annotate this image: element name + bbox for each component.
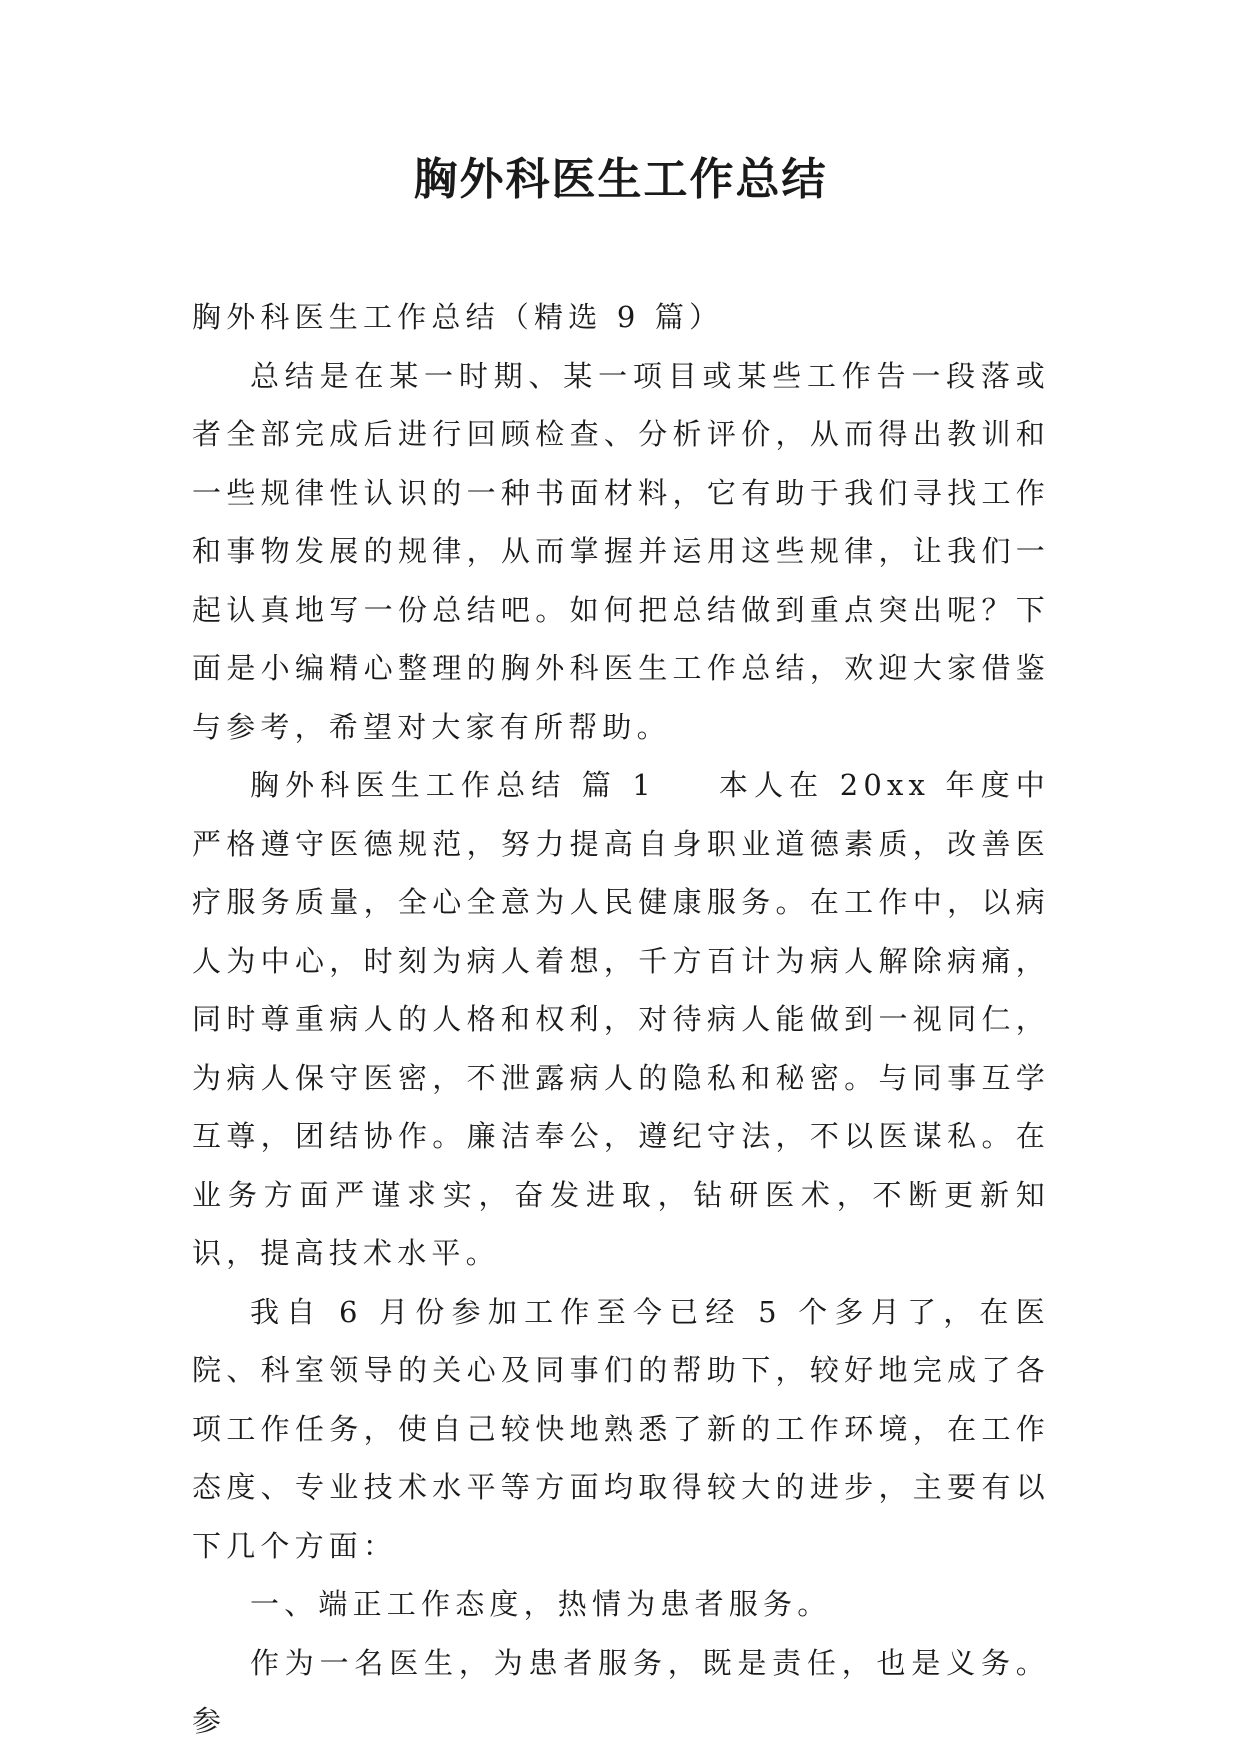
section-1-paragraph	[192, 756, 1050, 1283]
document-subtitle: 胸外科医生工作总结（精选 9 篇）	[192, 300, 724, 334]
section-1-body: 本人在 20xx 年度中严格遵守医德规范，努力提高自身职业道德素质，改善医疗服务质量，全心全意为人民健康服务。在工作中，以病人为中心，时刻为病人着想，千方百计为病人解除病痛，同时尊重病人的人格和权利，对待病人能做到一视同仁，为病人保守医密，不泄露病人的隐私和秘密。与同事互学互尊，团结协作。廉洁奉公，遵纪守法，不以医谋私。在业务方面严谨求实，奋发进取，钻研医术，不断更新知识，提高技术水平。	[192, 768, 1050, 1270]
document-body	[192, 288, 1050, 1751]
service-paragraph: 作为一名医生，为患者服务，既是责任，也是义务。参	[192, 1645, 1050, 1738]
work-summary-paragraph: 我自 6 月份参加工作至今已经 5 个多月了，在医院、科室领导的关心及同事们的帮助下，较好地完成了各项工作任务，使自己较快地熟悉了新的工作环境，在工作态度、专业技术水平等方面均取得较大的进步，主要有以下几个方面：	[192, 1294, 1050, 1563]
section-1-heading: 胸外科医生工作总结 篇 1	[250, 768, 656, 802]
document-title: 胸外科医生工作总结	[413, 154, 828, 205]
point-1-heading: 一、端正工作态度，热情为患者服务。	[250, 1587, 832, 1621]
intro-paragraph: 总结是在某一时期、某一项目或某些工作告一段落或者全部完成后进行回顾检查、分析评价，从而得出教训和一些规律性认识的一种书面材料，它有助于我们寻找工作和事物发展的规律，从而掌握并运用这些规律，让我们一起认真地写一份总结吧。如何把总结做到重点突出呢？下面是小编精心整理的胸外科医生工作总结，欢迎大家借鉴与参考，希望对大家有所帮助。	[192, 358, 1050, 744]
